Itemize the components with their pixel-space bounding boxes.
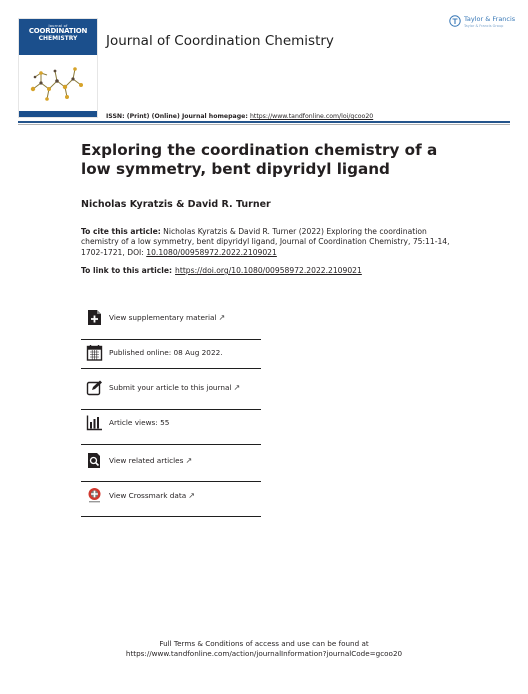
article-url-link[interactable]: https://doi.org/10.1080/00958972.2022.2109021 bbox=[175, 266, 362, 275]
views-label: Article views: 55 bbox=[109, 418, 170, 427]
article-authors: Nicholas Kyratzis & David R. Turner bbox=[81, 199, 271, 210]
header-rule bbox=[18, 121, 510, 123]
published-label: Published online: 08 Aug 2022. bbox=[109, 348, 223, 357]
submit-label: Submit your article to this journal ↗ bbox=[109, 383, 241, 392]
divider bbox=[81, 481, 261, 482]
doi-link[interactable]: 10.1080/00958972.2022.2109021 bbox=[146, 247, 277, 257]
submit-article-link[interactable] bbox=[86, 379, 262, 401]
divider bbox=[81, 516, 261, 517]
footer bbox=[0, 639, 528, 659]
journal-title: Journal of Coordination Chemistry bbox=[106, 33, 334, 49]
article-views bbox=[86, 414, 262, 436]
supplementary-label: View supplementary material ↗ bbox=[109, 313, 226, 322]
footer-line-1: Full Terms & Conditions of access and use can be found at bbox=[159, 639, 369, 648]
crossmark-icon bbox=[86, 487, 103, 504]
footer-url[interactable]: https://www.tandfonline.com/action/journalInformation?journalCode=gcoo20 bbox=[125, 649, 403, 658]
bar-chart-icon bbox=[86, 414, 103, 431]
file-plus-icon bbox=[86, 309, 103, 326]
divider bbox=[81, 339, 261, 340]
cite-label: To cite this article: bbox=[81, 227, 161, 236]
related-articles-link[interactable] bbox=[86, 452, 262, 474]
crossmark-link[interactable] bbox=[86, 487, 262, 509]
cover-footer-bar bbox=[19, 111, 97, 117]
article-title: Exploring the coordination chemistry of a low symmetry, bent dipyridyl ligand bbox=[81, 141, 438, 178]
external-link-icon: ↗ bbox=[218, 313, 226, 322]
cite-text: Nicholas Kyratzis & David R. Turner (2022) Exploring the coordination chemistry of a low symmetry, bent dipyridyl ligand, Journal of Coordination Chemistry, 75:11-14, 1702-1721, DOI: bbox=[81, 227, 450, 257]
header-rule-thin bbox=[18, 124, 510, 125]
supplementary-material-link[interactable] bbox=[86, 309, 262, 331]
publisher-logo bbox=[449, 14, 516, 32]
crossmark-label: View Crossmark data ↗ bbox=[109, 491, 195, 500]
external-link-icon: ↗ bbox=[185, 456, 193, 465]
cover-line-1: Journal of bbox=[48, 24, 68, 28]
edit-icon bbox=[86, 379, 103, 396]
related-label: View related articles ↗ bbox=[109, 456, 193, 465]
journal-homepage-link[interactable]: https://www.tandfonline.com/loi/gcoo20 bbox=[249, 113, 374, 120]
external-link-icon: ↗ bbox=[188, 491, 195, 500]
calendar-icon bbox=[86, 344, 103, 361]
publisher-tagline: Taylor & Francis Group bbox=[464, 24, 504, 28]
citation-block bbox=[81, 227, 451, 258]
issn-line bbox=[106, 113, 373, 120]
cover-banner bbox=[19, 19, 97, 55]
issn-text: ISSN: (Print) (Online) Journal homepage: bbox=[106, 113, 250, 120]
divider bbox=[81, 409, 261, 410]
divider bbox=[81, 368, 261, 369]
link-label: To link to this article: bbox=[81, 266, 173, 275]
external-link-icon: ↗ bbox=[233, 383, 241, 392]
taylor-francis-icon bbox=[449, 15, 461, 27]
molecule-artwork bbox=[25, 59, 91, 109]
divider bbox=[81, 444, 261, 445]
published-date bbox=[86, 344, 262, 366]
article-link-line bbox=[81, 266, 362, 275]
publisher-name: Taylor & Francis bbox=[464, 15, 516, 23]
cover-line-2: COORDINATION bbox=[28, 27, 88, 35]
cover-line-3: CHEMISTRY bbox=[38, 34, 78, 42]
journal-cover bbox=[18, 18, 98, 118]
search-document-icon bbox=[86, 452, 103, 469]
